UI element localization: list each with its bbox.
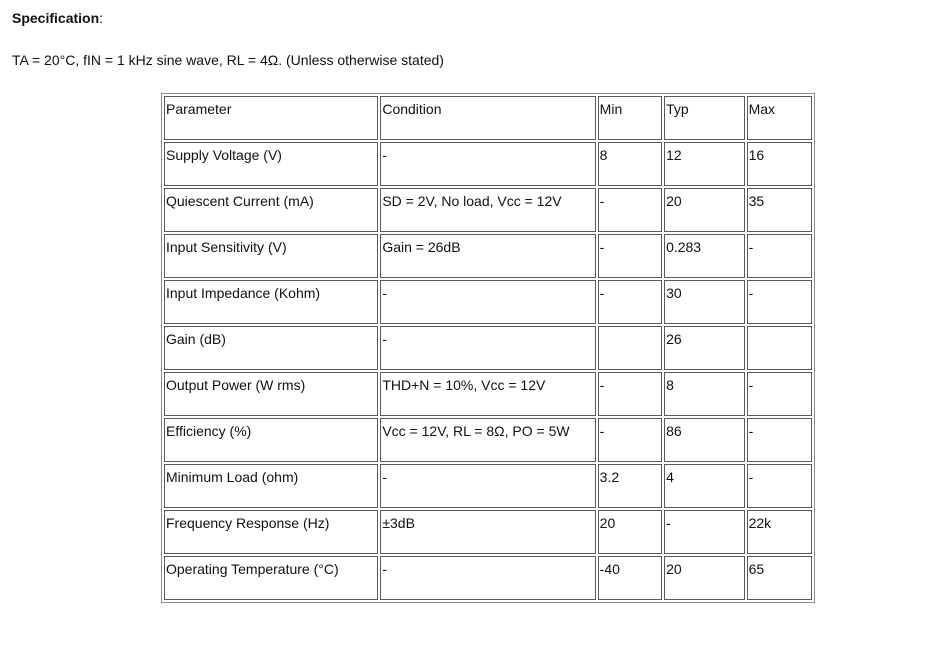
cell-parameter: Gain (dB) [164, 326, 378, 370]
header-cell-condition: Condition [380, 96, 595, 140]
cell-condition: - [380, 464, 595, 508]
cell-max: 65 [747, 556, 812, 600]
cell-typ: 30 [664, 280, 745, 324]
table-row [164, 326, 812, 370]
cell-typ: 8 [664, 372, 745, 416]
cell-parameter: Output Power (W rms) [164, 372, 378, 416]
cell-min: - [598, 418, 662, 462]
cell-max: 16 [747, 142, 812, 186]
table-row [164, 188, 812, 232]
cell-condition: - [380, 280, 595, 324]
cell-typ: 12 [664, 142, 745, 186]
cell-min: 8 [598, 142, 662, 186]
cell-max: - [747, 280, 812, 324]
table-row [164, 234, 812, 278]
cell-condition: - [380, 556, 595, 600]
cell-condition: Vcc = 12V, RL = 8Ω, PO = 5W [380, 418, 595, 462]
cell-typ: 20 [664, 188, 745, 232]
cell-max: 22k [747, 510, 812, 554]
cell-condition: - [380, 326, 595, 370]
cell-min [598, 326, 662, 370]
cell-max: - [747, 372, 812, 416]
cell-parameter: Input Sensitivity (V) [164, 234, 378, 278]
table-row [164, 464, 812, 508]
cell-typ: 4 [664, 464, 745, 508]
section-heading-colon: : [99, 10, 104, 26]
header-cell-parameter: Parameter [164, 96, 378, 140]
cell-condition: THD+N = 10%, Vcc = 12V [380, 372, 595, 416]
cell-condition: ±3dB [380, 510, 595, 554]
header-cell-min: Min [598, 96, 662, 140]
cell-condition: Gain = 26dB [380, 234, 595, 278]
cell-parameter: Input Impedance (Kohm) [164, 280, 378, 324]
table-header-row [164, 96, 812, 140]
cell-parameter: Operating Temperature (°C) [164, 556, 378, 600]
cell-max: - [747, 464, 812, 508]
table-row [164, 372, 812, 416]
cell-max [747, 326, 812, 370]
cell-min: 20 [598, 510, 662, 554]
table-row [164, 418, 812, 462]
table-row [164, 510, 812, 554]
cell-parameter: Supply Voltage (V) [164, 142, 378, 186]
cell-min: - [598, 280, 662, 324]
table-row [164, 142, 812, 186]
cell-min: -40 [598, 556, 662, 600]
section-heading-title: Specification [12, 10, 100, 26]
cell-typ: 86 [664, 418, 745, 462]
cell-min: - [598, 234, 662, 278]
cell-max: - [747, 418, 812, 462]
specification-table [161, 93, 815, 603]
cell-parameter: Minimum Load (ohm) [164, 464, 378, 508]
cell-max: 35 [747, 188, 812, 232]
cell-condition: SD = 2V, No load, Vcc = 12V [380, 188, 595, 232]
cell-max: - [747, 234, 812, 278]
cell-parameter: Quiescent Current (mA) [164, 188, 378, 232]
cell-typ: - [664, 510, 745, 554]
cell-typ: 26 [664, 326, 745, 370]
cell-parameter: Efficiency (%) [164, 418, 378, 462]
cell-min: - [598, 188, 662, 232]
header-cell-max: Max [747, 96, 812, 140]
cell-parameter: Frequency Response (Hz) [164, 510, 378, 554]
header-cell-typ: Typ [664, 96, 745, 140]
table-row [164, 280, 812, 324]
test-conditions-text: TA = 20°C, fIN = 1 kHz sine wave, RL = 4Ω. (Unless otherwise stated) [12, 52, 444, 68]
cell-min: - [598, 372, 662, 416]
table-row [164, 556, 812, 600]
cell-typ: 20 [664, 556, 745, 600]
cell-min: 3.2 [598, 464, 662, 508]
cell-condition: - [380, 142, 595, 186]
section-heading [12, 9, 103, 27]
cell-typ: 0.283 [664, 234, 745, 278]
